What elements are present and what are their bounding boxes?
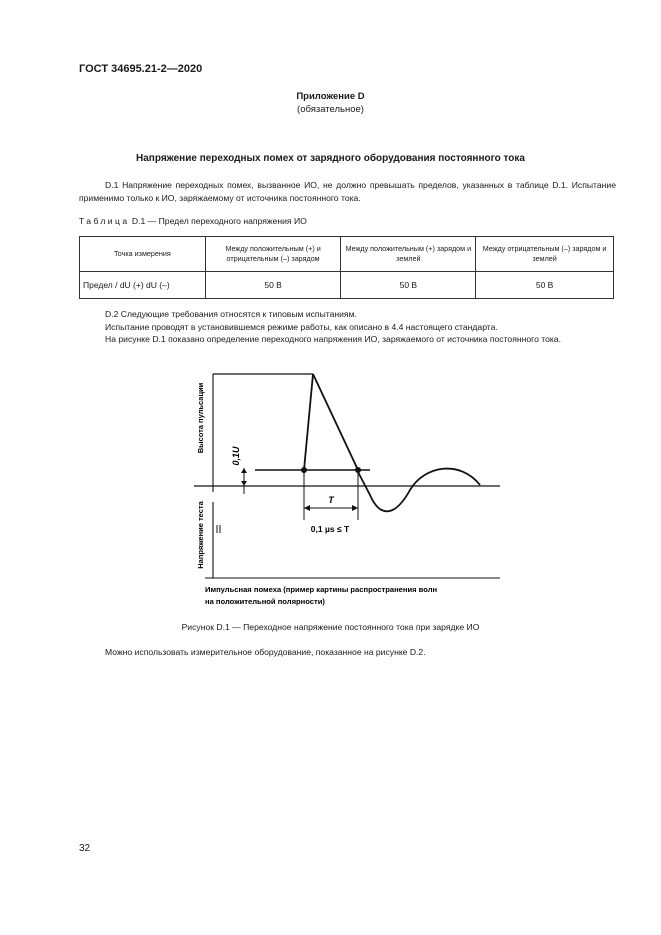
oscillation-wave [358,469,480,512]
t-range-label: 0,1 µs ≤ T [310,524,350,534]
table-header-cell: Между положительным (+) и отрицательным (–) зарядом [205,237,341,272]
closing-paragraph: Можно использовать измерительное оборудование, показанное на рисунке D.2. [105,647,426,657]
table-header-row [80,237,614,272]
paragraph-d2c: На рисунке D.1 показано определение переходного напряжения ИО, заряжаемого от источника постоянного тока. [105,334,561,344]
ten-percent-u-label: 0,1U [231,446,241,466]
section-title: Напряжение переходных помех от зарядного оборудования постоянного тока [136,153,525,164]
appendix-title: Приложение D [296,91,365,102]
table-cell: Предел / dU (+) dU (–) [80,272,206,299]
paragraph-d1: D.1 Напряжение переходных помех, вызванное ИО, не должно превышать пределов, указанных в таблице D.1. Испытание применимо только к ИО, заряжаемому от источника постоянного тока. [79,180,616,203]
test-voltage-label: Напряжение теста [196,501,205,569]
table-header-cell: Между положительным (+) зарядом и землей [341,237,476,272]
appendix-subtitle: (обязательное) [297,104,364,115]
table-caption-prefix: Таблица [79,216,130,226]
arrow-left-icon [304,505,310,511]
pulse-height-label: Высота пульсации [196,382,205,454]
table-header-cell: Точка измерения [80,237,206,272]
pulse-falling-edge [313,374,358,470]
table-caption [79,216,307,226]
paragraph-d2b: Испытание проводят в установившемся режиме работы, как описано в 4.4 настоящего стандарта. [105,322,498,332]
table-cell: 50 В [476,272,614,299]
paragraph-d2: D.2 Следующие требования относятся к типовым испытаниям. [105,309,357,319]
limit-table [79,236,614,299]
page-number: 32 [79,843,91,854]
table-cell: 50 В [341,272,476,299]
table-caption-text: D.1 — Предел переходного напряжения ИО [131,216,307,226]
table-cell: 50 В [205,272,341,299]
arrow-right-icon [352,505,358,511]
arrow-down-icon [241,481,247,486]
figure-caption: Рисунок D.1 — Переходное напряжение постоянного тока при зарядке ИО [181,622,480,632]
document-header: ГОСТ 34695.21-2—2020 [79,63,203,75]
t-label: T [328,495,334,505]
arrow-up-icon [241,468,247,473]
impulse-caption-line1: Импульсная помеха (пример картины распространения волн [205,585,438,594]
transient-voltage-figure [170,360,510,612]
table-row [80,272,614,299]
pulse-rising-edge [304,374,313,470]
impulse-caption-line2: на положительной полярности) [205,597,325,606]
table-header-cell: Между отрицательным (–) зарядом и землей [476,237,614,272]
